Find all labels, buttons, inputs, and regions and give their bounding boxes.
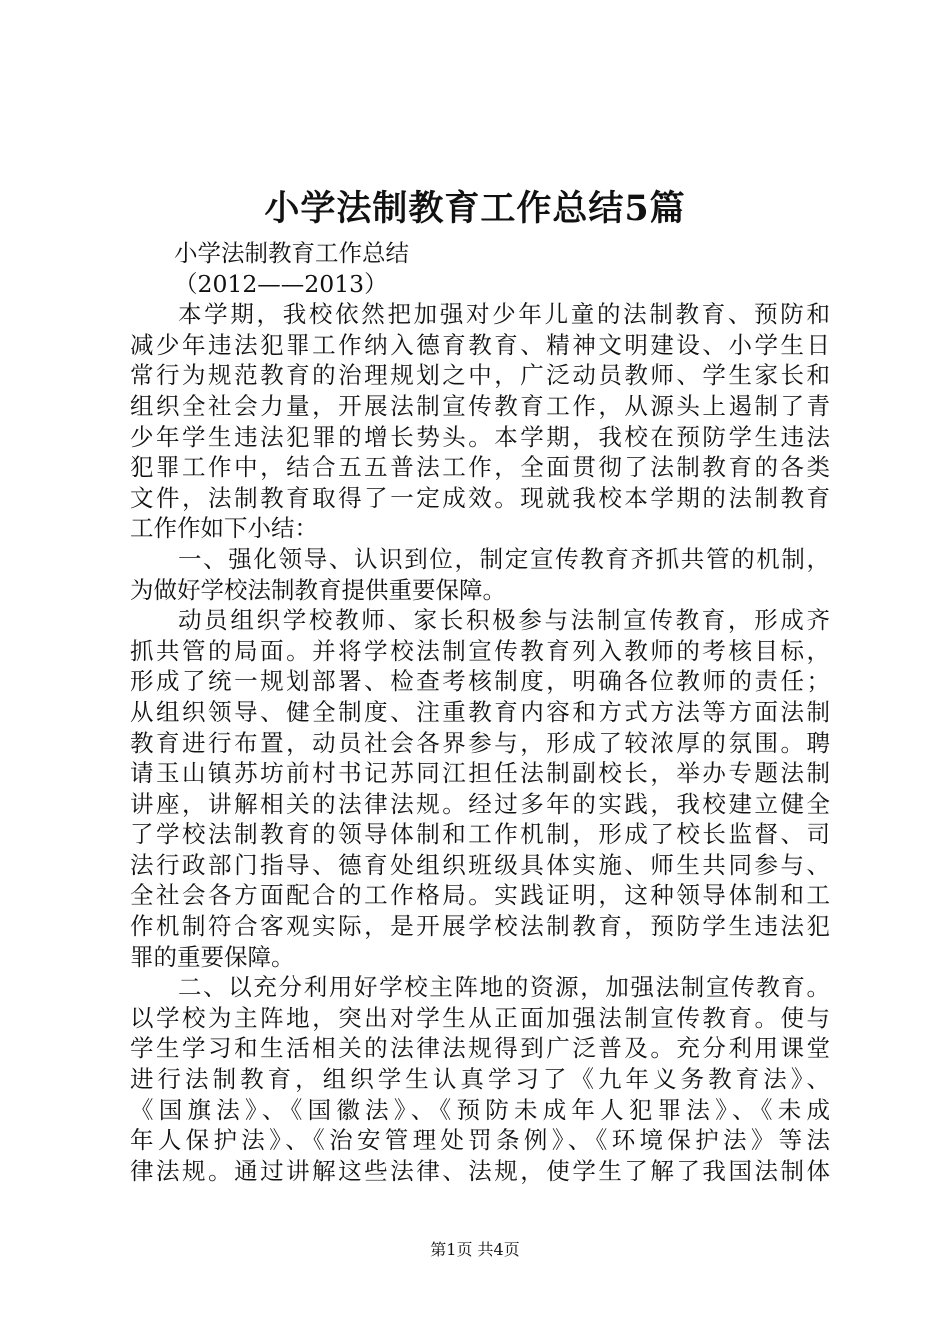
page-number-footer: 第1页 共4页 xyxy=(430,1240,520,1259)
section-heading-line: 二、以充分利用好学校主阵地的资源，加强法制宣传教育。 xyxy=(178,973,830,1002)
paragraph-line: 全社会各方面配合的工作格局。实践证明，这种领导体制和工 xyxy=(130,881,830,910)
paragraph-line: 动员组织学校教师、家长积极参与法制宣传教育，形成齐 xyxy=(178,606,830,635)
paragraph-line: 减少年违法犯罪工作纳入德育教育、精神文明建设、小学生日 xyxy=(130,330,830,359)
paragraph-line: 从组织领导、健全制度、注重教育内容和方式方法等方面法制 xyxy=(130,697,830,726)
paragraph-line: 犯罪工作中，结合五五普法工作，全面贯彻了法制教育的各类 xyxy=(130,453,830,482)
paragraph-line: 工作作如下小结： xyxy=(130,514,318,543)
paragraph-line: 法行政部门指导、德育处组织班级具体实施、师生共同参与、 xyxy=(130,850,830,879)
paragraph-line: 少年学生违法犯罪的增长势头。本学期，我校在预防学生违法 xyxy=(130,422,830,451)
paragraph-line: 讲座，讲解相关的法律法规。经过多年的实践，我校建立健全 xyxy=(130,789,830,818)
paragraph-line: 本学期，我校依然把加强对少年儿童的法制教育、预防和 xyxy=(178,300,830,329)
paragraph-line: 进行法制教育，组织学生认真学习了《九年义务教育法》、 xyxy=(130,1065,830,1094)
paragraph-line: 年人保护法》、《治安管理处罚条例》、《环境保护法》等法 xyxy=(130,1126,830,1155)
document-subtitle: 小学法制教育工作总结 xyxy=(174,239,409,267)
paragraph-line: 罪的重要保障。 xyxy=(130,942,295,971)
section-heading-line: 一、强化领导、认识到位，制定宣传教育齐抓共管的机制， xyxy=(178,544,830,573)
paragraph-line: 学生学习和生活相关的法律法规得到广泛普及。充分利用课堂 xyxy=(130,1034,830,1063)
paragraph-line: 请玉山镇苏坊前村书记苏同江担任法制副校长，举办专题法制 xyxy=(130,759,830,788)
paragraph-line: 作机制符合客观实际，是开展学校法制教育，预防学生违法犯 xyxy=(130,912,830,941)
paragraph-line: 抓共管的局面。并将学校法制宣传教育列入教师的考核目标， xyxy=(130,636,830,665)
section-heading-line: 为做好学校法制教育提供重要保障。 xyxy=(130,575,506,604)
paragraph-line: 了学校法制教育的领导体制和工作机制，形成了校长监督、司 xyxy=(130,820,830,849)
paragraph-line: 常行为规范教育的治理规划之中，广泛动员教师、学生家长和 xyxy=(130,361,830,390)
paragraph-line: 律法规。通过讲解这些法律、法规，使学生了解了我国法制体 xyxy=(130,1156,830,1185)
document-title: 小学法制教育工作总结5篇 xyxy=(264,188,686,229)
paragraph-line: 《国旗法》、《国徽法》、《预防未成年人犯罪法》、《未成 xyxy=(130,1095,830,1124)
document-date-range: （2012——2013） xyxy=(174,269,388,298)
paragraph-line: 教育进行布置，动员社会各界参与，形成了较浓厚的氛围。聘 xyxy=(130,728,830,757)
paragraph-line: 形成了统一规划部署、检查考核制度，明确各位教师的责任； xyxy=(130,667,830,696)
paragraph-line: 组织全社会力量，开展法制宣传教育工作，从源头上遏制了青 xyxy=(130,391,830,420)
paragraph-line: 文件，法制教育取得了一定成效。现就我校本学期的法制教育 xyxy=(130,483,830,512)
paragraph-line: 以学校为主阵地，突出对学生从正面加强法制宣传教育。使与 xyxy=(130,1003,830,1032)
document-body xyxy=(130,238,830,1186)
